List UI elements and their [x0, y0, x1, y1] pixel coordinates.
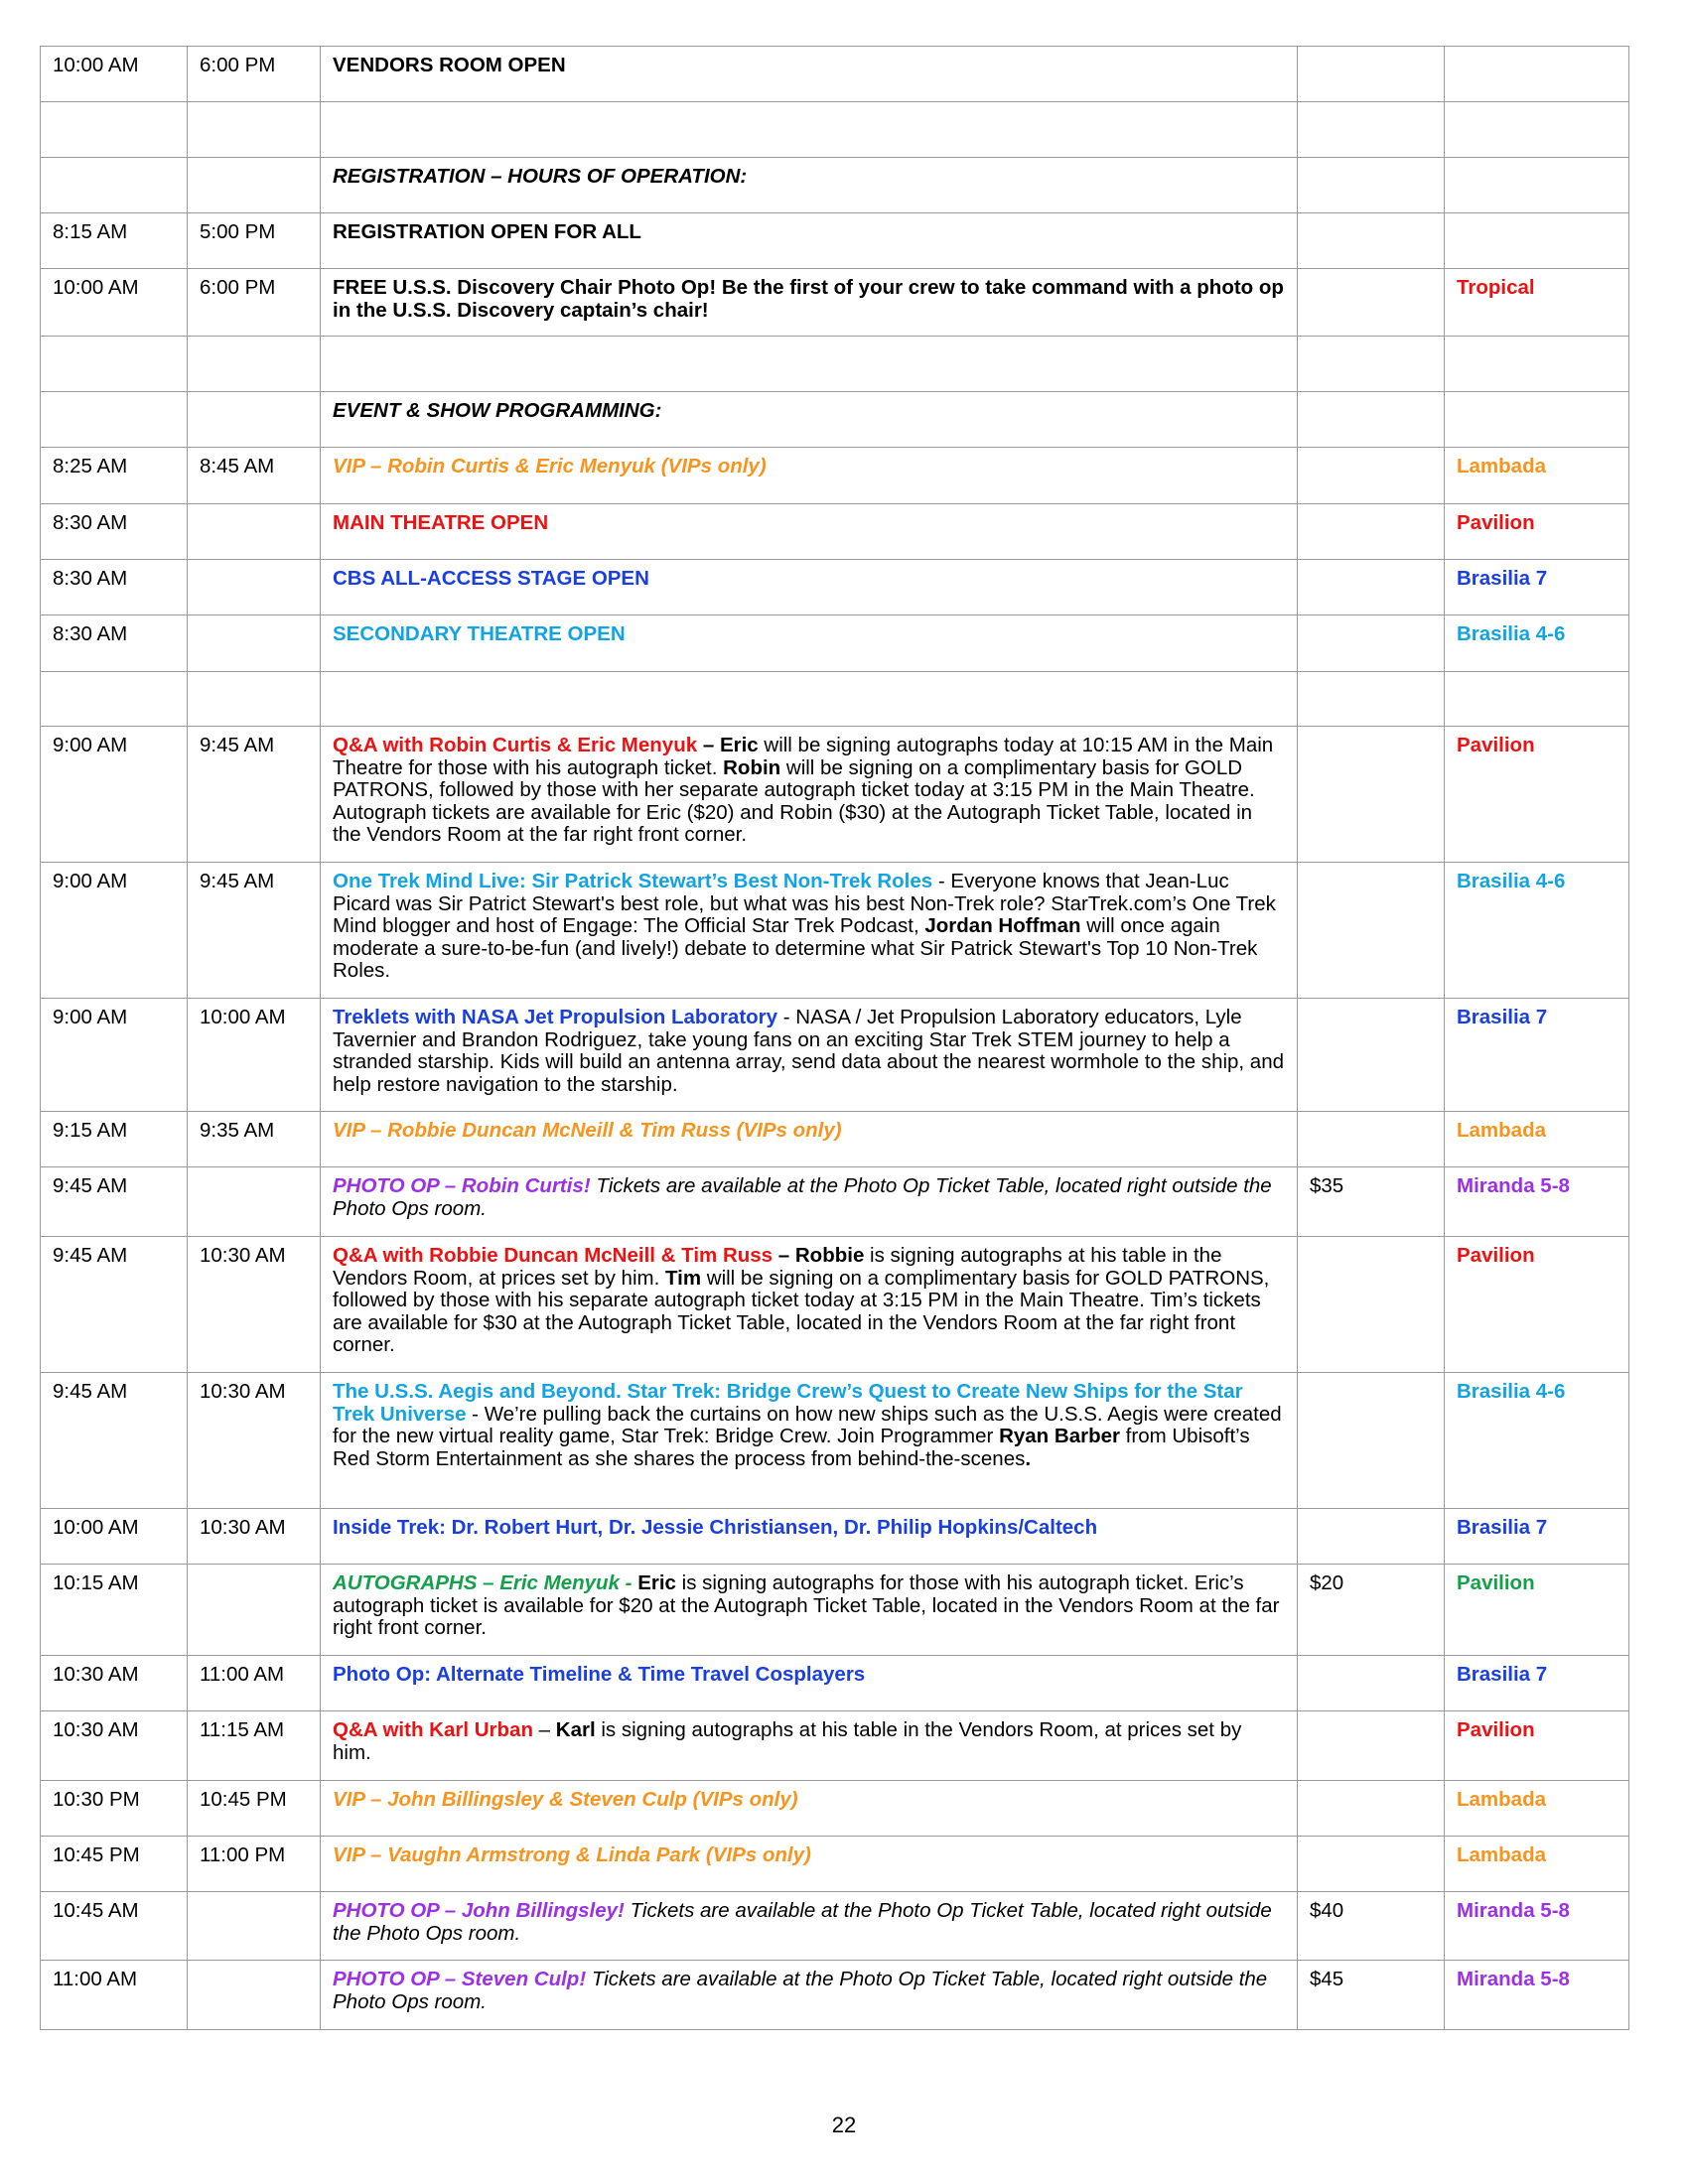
description-segment: PHOTO OP – Robin Curtis!: [333, 1174, 591, 1197]
end-time: [188, 504, 321, 560]
room-name: Brasilia 7: [1445, 1509, 1629, 1565]
end-time: 11:00 AM: [188, 1656, 321, 1711]
description-segment: Q&A with Robin Curtis & Eric Menyuk: [333, 734, 698, 756]
event-description: [321, 213, 1298, 269]
start-time: [41, 337, 188, 392]
room-name: [1445, 158, 1629, 213]
description-segment: FREE U.S.S. Discovery Chair Photo Op! Be the first of your crew to take command with a photo op in the U.S.S. Discovery captain’s chair!: [333, 276, 1284, 322]
event-description: [321, 1237, 1298, 1373]
event-description: [321, 1112, 1298, 1167]
description-segment: VIP – John Billingsley & Steven Culp (VIPs only): [333, 1788, 798, 1811]
end-time: 5:00 PM: [188, 213, 321, 269]
description-segment: from Ubisoft’s Red Storm Entertainment as she shares the process from behind-the-scenes: [333, 1425, 1250, 1470]
end-time: [188, 1892, 321, 1961]
schedule-row: [41, 863, 1629, 999]
room-name: Pavilion: [1445, 1237, 1629, 1373]
schedule-row: [41, 504, 1629, 560]
start-time: 9:45 AM: [41, 1167, 188, 1237]
ticket-price: [1298, 158, 1445, 213]
room-name: [1445, 213, 1629, 269]
end-time: 9:35 AM: [188, 1112, 321, 1167]
description-segment: REGISTRATION OPEN FOR ALL: [333, 220, 641, 243]
start-time: 9:45 AM: [41, 1237, 188, 1373]
start-time: 8:30 AM: [41, 615, 188, 672]
description-segment: PHOTO OP – John Billingsley!: [333, 1899, 625, 1922]
description-segment: Ryan Barber: [999, 1425, 1120, 1447]
ticket-price: [1298, 1237, 1445, 1373]
event-description: [321, 448, 1298, 504]
schedule-row: [41, 392, 1629, 448]
end-time: [188, 1961, 321, 2030]
end-time: 10:30 AM: [188, 1509, 321, 1565]
room-name: Brasilia 7: [1445, 560, 1629, 615]
ticket-price: $20: [1298, 1565, 1445, 1656]
event-description: [321, 1892, 1298, 1961]
description-segment: AUTOGRAPHS – Eric Menyuk -: [333, 1571, 638, 1594]
event-description: [321, 392, 1298, 448]
ticket-price: [1298, 1781, 1445, 1837]
description-segment: Tickets are available at the Photo Op Ticket Table, located right outside the Photo Ops room.: [333, 1968, 1268, 2013]
event-description: [321, 1565, 1298, 1656]
schedule-row: [41, 448, 1629, 504]
description-segment: Jordan Hoffman: [924, 914, 1081, 937]
end-time: 9:45 AM: [188, 863, 321, 999]
room-name: [1445, 392, 1629, 448]
room-name: Brasilia 4-6: [1445, 615, 1629, 672]
room-name: [1445, 337, 1629, 392]
room-name: Brasilia 7: [1445, 999, 1629, 1112]
description-segment: VIP – Robbie Duncan McNeill & Tim Russ (VIPs only): [333, 1119, 842, 1142]
start-time: 9:00 AM: [41, 999, 188, 1112]
event-description: [321, 1837, 1298, 1892]
description-segment: Robin: [723, 755, 781, 779]
description-segment: –: [773, 1244, 795, 1267]
event-description: [321, 269, 1298, 337]
room-name: Lambada: [1445, 1837, 1629, 1892]
room-name: [1445, 102, 1629, 158]
room-name: Miranda 5-8: [1445, 1961, 1629, 2030]
event-description: [321, 672, 1298, 727]
start-time: 9:00 AM: [41, 863, 188, 999]
schedule-row: [41, 1509, 1629, 1565]
end-time: 9:45 AM: [188, 727, 321, 863]
schedule-row: [41, 1781, 1629, 1837]
event-description: [321, 1711, 1298, 1781]
ticket-price: [1298, 213, 1445, 269]
description-segment: Eric: [719, 734, 759, 756]
end-time: [188, 560, 321, 615]
start-time: 9:45 AM: [41, 1373, 188, 1509]
schedule-row: [41, 1892, 1629, 1961]
end-time: 8:45 AM: [188, 448, 321, 504]
end-time: [188, 158, 321, 213]
start-time: [41, 392, 188, 448]
schedule-row: [41, 999, 1629, 1112]
description-segment: .: [1025, 1446, 1032, 1470]
end-time: 10:30 AM: [188, 1373, 321, 1509]
description-segment: –: [532, 1718, 556, 1741]
schedule-row: [41, 615, 1629, 672]
end-time: [188, 337, 321, 392]
ticket-price: [1298, 1373, 1445, 1509]
description-segment: will be signing on a complimentary basis for GOLD PATRONS, followed by those with his separate autograph ticket today at 3:15 PM in the Main Theatre. Tim’s tickets are available for $30 at the Autograph Ticket Table, located in the Vendors Room at the far right front corner.: [333, 1266, 1270, 1356]
description-segment: will once again moderate a sure-to-be-fun (and lively!) debate to determine what Sir Patrick Stewart's Top 10 Non-Trek Roles.: [333, 914, 1258, 982]
description-segment: SECONDARY THEATRE OPEN: [333, 622, 626, 645]
description-segment: is signing autographs at his table in the Vendors Room, at prices set by him.: [333, 1718, 1242, 1764]
room-name: Lambada: [1445, 448, 1629, 504]
event-description: [321, 560, 1298, 615]
schedule-row: [41, 727, 1629, 863]
description-segment: CBS ALL-ACCESS STAGE OPEN: [333, 567, 649, 590]
description-segment: - Everyone knows that Jean-Luc Picard was Sir Patrict Stewart's best role, but what was his best Non-Trek role? StarTrek.com’s One Trek Mind blogger and host of Engage: The Official Star Trek Podcast,: [333, 870, 1276, 937]
description-segment: Eric: [637, 1571, 676, 1594]
event-description: [321, 1167, 1298, 1237]
schedule-table: [40, 46, 1629, 2030]
start-time: 10:45 PM: [41, 1837, 188, 1892]
end-time: [188, 615, 321, 672]
schedule-row: [41, 337, 1629, 392]
ticket-price: [1298, 269, 1445, 337]
description-segment: Tickets are available at the Photo Op Ticket Table, located right outside the Photo Ops room.: [333, 1174, 1272, 1220]
ticket-price: [1298, 863, 1445, 999]
start-time: 10:00 AM: [41, 1509, 188, 1565]
description-segment: EVENT & SHOW PROGRAMMING:: [333, 399, 662, 422]
description-segment: Robbie: [794, 1244, 865, 1267]
schedule-row: [41, 560, 1629, 615]
schedule-row: [41, 47, 1629, 102]
start-time: 8:25 AM: [41, 448, 188, 504]
ticket-price: [1298, 1711, 1445, 1781]
schedule-row: [41, 1565, 1629, 1656]
event-description: [321, 1961, 1298, 2030]
description-segment: Tickets are available at the Photo Op Ticket Table, located right outside the Photo Ops room.: [333, 1899, 1272, 1945]
room-name: Pavilion: [1445, 727, 1629, 863]
event-description: [321, 102, 1298, 158]
start-time: [41, 102, 188, 158]
end-time: [188, 392, 321, 448]
description-segment: VENDORS ROOM OPEN: [333, 54, 566, 76]
start-time: 9:00 AM: [41, 727, 188, 863]
end-time: 10:45 PM: [188, 1781, 321, 1837]
description-segment: Tim: [664, 1266, 702, 1290]
page-number: 22: [831, 2113, 857, 2137]
end-time: 10:30 AM: [188, 1237, 321, 1373]
room-name: Pavilion: [1445, 1565, 1629, 1656]
start-time: 10:00 AM: [41, 269, 188, 337]
end-time: 6:00 PM: [188, 269, 321, 337]
room-name: [1445, 672, 1629, 727]
ticket-price: [1298, 504, 1445, 560]
description-segment: will be signing on a complimentary basis for GOLD PATRONS, followed by those with her separate autograph ticket today at 3:15 PM in the Main Theatre. Autograph tickets are available for Eric ($20) and Robin ($30) at the Autograph Ticket Table, located in the Vendors Room at the far right front corner.: [333, 755, 1255, 846]
ticket-price: [1298, 1837, 1445, 1892]
ticket-price: $45: [1298, 1961, 1445, 2030]
description-segment: The U.S.S. Aegis and Beyond. Star Trek: Bridge Crew’s Quest to Create New Ships for the Star Trek Universe: [333, 1380, 1243, 1426]
ticket-price: $35: [1298, 1167, 1445, 1237]
ticket-price: $40: [1298, 1892, 1445, 1961]
room-name: Tropical: [1445, 269, 1629, 337]
room-name: Brasilia 4-6: [1445, 863, 1629, 999]
ticket-price: [1298, 337, 1445, 392]
description-segment: MAIN THEATRE OPEN: [333, 511, 549, 534]
event-description: [321, 504, 1298, 560]
start-time: 11:00 AM: [41, 1961, 188, 2030]
ticket-price: [1298, 448, 1445, 504]
event-description: [321, 1509, 1298, 1565]
description-segment: PHOTO OP – Steven Culp!: [333, 1968, 587, 1990]
description-segment: - NASA / Jet Propulsion Laboratory educators, Lyle Tavernier and Brandon Rodriguez, take young fans on an exciting Star Trek STEM journey to help a stranded starship. Kids will build an antenna array, send data about the nearest wormhole to the ship, and help restore navigation to the starship.: [333, 1006, 1285, 1096]
end-time: 11:15 AM: [188, 1711, 321, 1781]
end-time: 10:00 AM: [188, 999, 321, 1112]
end-time: [188, 1565, 321, 1656]
schedule-body: [41, 47, 1629, 2030]
description-segment: VIP – Vaughn Armstrong & Linda Park (VIPs only): [333, 1843, 811, 1866]
schedule-row: [41, 158, 1629, 213]
description-segment: Karl: [555, 1718, 596, 1741]
end-time: 11:00 PM: [188, 1837, 321, 1892]
end-time: [188, 1167, 321, 1237]
end-time: [188, 102, 321, 158]
start-time: 10:45 AM: [41, 1892, 188, 1961]
description-segment: One Trek Mind Live: Sir Patrick Stewart’s Best Non-Trek Roles: [333, 870, 933, 892]
start-time: 10:30 AM: [41, 1656, 188, 1711]
schedule-row: [41, 1112, 1629, 1167]
ticket-price: [1298, 1112, 1445, 1167]
ticket-price: [1298, 392, 1445, 448]
schedule-row: [41, 213, 1629, 269]
start-time: 9:15 AM: [41, 1112, 188, 1167]
ticket-price: [1298, 1509, 1445, 1565]
schedule-row: [41, 1167, 1629, 1237]
room-name: Pavilion: [1445, 504, 1629, 560]
room-name: Miranda 5-8: [1445, 1167, 1629, 1237]
event-description: [321, 158, 1298, 213]
description-segment: - We’re pulling back the curtains on how new ships such as the U.S.S. Aegis were created for the new virtual reality game, Star Trek: Bridge Crew. Join Programmer: [333, 1402, 1282, 1447]
room-name: Miranda 5-8: [1445, 1892, 1629, 1961]
room-name: [1445, 47, 1629, 102]
room-name: Lambada: [1445, 1781, 1629, 1837]
ticket-price: [1298, 102, 1445, 158]
start-time: 10:00 AM: [41, 47, 188, 102]
event-description: [321, 337, 1298, 392]
event-description: [321, 615, 1298, 672]
description-segment: will be signing autographs today at 10:15 AM in the Main Theatre for those with his autograph ticket.: [333, 734, 1274, 779]
description-segment: Photo Op: Alternate Timeline & Time Travel Cosplayers: [333, 1663, 866, 1686]
start-time: 10:30 PM: [41, 1781, 188, 1837]
description-segment: Q&A with Robbie Duncan McNeill & Tim Russ: [333, 1244, 774, 1267]
room-name: Pavilion: [1445, 1711, 1629, 1781]
schedule-row: [41, 1237, 1629, 1373]
schedule-row: [41, 269, 1629, 337]
start-time: 8:30 AM: [41, 504, 188, 560]
description-segment: is signing autographs at his table in the Vendors Room, at prices set by him.: [333, 1244, 1222, 1290]
description-segment: VIP – Robin Curtis & Eric Menyuk (VIPs only): [333, 455, 767, 478]
start-time: 10:30 AM: [41, 1711, 188, 1781]
room-name: Brasilia 7: [1445, 1656, 1629, 1711]
end-time: 6:00 PM: [188, 47, 321, 102]
ticket-price: [1298, 560, 1445, 615]
event-description: [321, 47, 1298, 102]
start-time: 8:15 AM: [41, 213, 188, 269]
schedule-row: [41, 1961, 1629, 2030]
ticket-price: [1298, 727, 1445, 863]
ticket-price: [1298, 999, 1445, 1112]
event-description: [321, 1781, 1298, 1837]
event-description: [321, 999, 1298, 1112]
schedule-row: [41, 1656, 1629, 1711]
ticket-price: [1298, 1656, 1445, 1711]
end-time: [188, 672, 321, 727]
schedule-row: [41, 1711, 1629, 1781]
description-segment: is signing autographs for those with his autograph ticket. Eric’s autograph ticket is available for $20 at the Autograph Ticket Table, located in the Vendors Room at the far right front corner.: [333, 1571, 1280, 1639]
room-name: Lambada: [1445, 1112, 1629, 1167]
schedule-row: [41, 1837, 1629, 1892]
room-name: Brasilia 4-6: [1445, 1373, 1629, 1509]
ticket-price: [1298, 615, 1445, 672]
description-segment: Q&A with Karl Urban: [333, 1718, 533, 1741]
description-segment: REGISTRATION – HOURS OF OPERATION:: [333, 165, 748, 188]
event-description: [321, 1373, 1298, 1509]
start-time: [41, 158, 188, 213]
schedule-row: [41, 102, 1629, 158]
schedule-row: [41, 672, 1629, 727]
ticket-price: [1298, 672, 1445, 727]
start-time: [41, 672, 188, 727]
description-segment: –: [697, 734, 720, 756]
event-description: [321, 727, 1298, 863]
event-description: [321, 863, 1298, 999]
start-time: 8:30 AM: [41, 560, 188, 615]
start-time: 10:15 AM: [41, 1565, 188, 1656]
ticket-price: [1298, 47, 1445, 102]
schedule-row: [41, 1373, 1629, 1509]
description-segment: Inside Trek: Dr. Robert Hurt, Dr. Jessie Christiansen, Dr. Philip Hopkins/Caltech: [333, 1516, 1098, 1539]
description-segment: Treklets with NASA Jet Propulsion Laboratory: [333, 1006, 778, 1028]
event-description: [321, 1656, 1298, 1711]
